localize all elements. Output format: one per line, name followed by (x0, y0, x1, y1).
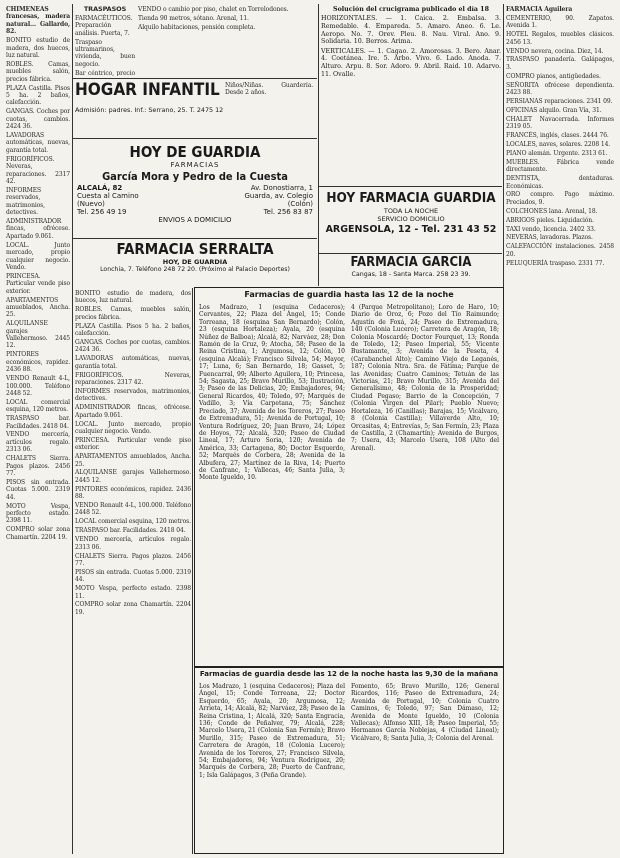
list-item: PISOS sin entrada. Cuotas 5.000. 2319 44. (75, 568, 191, 584)
list-item: FRIGORÍFICOS. Neveras, reparaciones. 2317 42. (75, 371, 191, 386)
list-item: ROBLES. Camas, muebles salón, precios fábrica. (6, 60, 70, 83)
list-item: ADMINISTRADOR fincas, ofrécese. Apartado 9.061. (6, 217, 70, 240)
list-item: OFICINAS alquilo. Gran Vía, 31. (506, 106, 602, 114)
list-item: COMPRO pianos, antigüedades. (506, 72, 601, 80)
list-item: COMPRO solar zona Chamartín. 2204 19. (6, 526, 70, 541)
farmacia-garcia-ad (321, 255, 501, 285)
sales-column (138, 6, 316, 76)
list-item: LOCAL comercial esquina, 120 metros. (75, 518, 191, 526)
late-col-1: Los Madrazo, 1 (esquina Cedaceros); Plaza del Ángel, 15; Conde Torreana, 22; Doctor Esquerdo, 65; Ayala, 20; Argumosa, 12; Arrieta, 14; Alcalá, 82; Narváez, 28; Paseo de la Reina Cristina, 1; Alcalá, 320; Santa Engracia, 136; Conde de Peñalver, 79; Alcalá, 228; Marcelo Usera, 21 (Colonia San Fermín); Bravo Murillo, 315; Paseo de Extremadura, 51; Carretera de Aragón, 18 (Colonia Lucero); Avenida de los Toreros, 27; Francisco Silvela, 54; Embajadores, 94; Ventura Rodríguez, 20; Marqués de Corbera, 28; Puerto de Canfranc, 1; Isla Galápagos, 3 (Peña Grande). (199, 683, 345, 779)
address-line: Guarda, av. Colegio (244, 192, 313, 200)
farmacia-garcia-title: FARMACIA GARCÍA (350, 255, 472, 270)
list-item: LOCAL. Junto mercado, propio cualquier negocio. Vendo. (75, 420, 191, 435)
left-classifieds-column (6, 6, 70, 852)
list-item: PRINCESA. Particular vende piso exterior. (6, 272, 70, 295)
hogar-sub: Niños/Niñas. Guardería. Desde 2 años. (225, 82, 313, 97)
list-item: NEVERAS, lavadoras. Plazos. (506, 234, 593, 242)
list-item: CEMENTERIO, 90. Zapatos. Avenida 1. (506, 14, 614, 30)
list-item: FARMACÉUTICOS. Preparación análisis. Puerta, 7. (75, 14, 133, 37)
list-item: PERSIANAS reparaciones. 2341 09. (506, 97, 613, 105)
divider (73, 238, 317, 239)
hogar-title: HOGAR INFANTIL (75, 80, 220, 100)
right-classifieds-column (506, 6, 614, 852)
list-item: ALQUILANSE garajes Vallehermoso. 2445 12. (6, 320, 70, 350)
guardia-names: García Mora y Pedro de la Cuesta (102, 170, 288, 183)
crossword-verticales: VERTICALES. — 1. Cagao. 2. Amorosas. 3. Bero. Anar. 4. Coetánea. Ire. 5. Arbo. Vivo. 6. Lado. Anoda. 7. Alturo. Arpu. 8. Sor. Adoro. 9. Abril. Raid. 10. Adarvo. 11. Ovalle. (321, 47, 501, 78)
list-item: LOCALES, naves, solares. 2208 14. (506, 141, 611, 148)
list-item: PINTORES económicos, rapidez. 2436 88. (75, 485, 191, 501)
column-divider (318, 4, 319, 286)
address-line: Cuesta al Camino (77, 192, 139, 200)
farmacia-garcia-line: Cangas, 18 - Santa Marca. 258 23 39. (351, 271, 471, 278)
list-item: COLCHONES lana. Arenal, 18. (506, 207, 598, 215)
list-item: Bar céntrico, precio (75, 69, 135, 76)
list-item: PRINCESA. Particular vende piso exterior. (75, 436, 191, 452)
late-night-pharmacies-box (194, 667, 504, 854)
list-item: VENDO mercería, artículos regalo. 2313 06. (6, 431, 70, 454)
list-item: ADMINISTRADOR fincas, ofrécese. Apartado 9.061. (75, 404, 191, 419)
hogar-line: Admisión: padres. Inf.: Serrano, 25. T. 2475 12 (75, 106, 224, 114)
late-col-2: Fomento, 65; Bravo Murillo, 126; General Ricardos, 116; Paseo de Extremadura, 24; Avenida de Portugal, 10; Colonia Cuatro Caminos, 6; Toledo, 97; San Dámaso, 12; Avenida de Monte Igueldo, 10 (Colonia Vallecas); Alfonso XIII, 18; Paseo Imperial, 55; Hermanos García Noblejas, 4 (Ciudad Lineal); Vicálvaro, 8; Santa Julia, 3; Colonia del Arenal. (351, 683, 499, 742)
list-item: INFORMES reservados, matrimonios, detectives. (6, 186, 45, 217)
column-divider (72, 4, 73, 854)
list-item: INFORMES reservados, matrimonios, detectives. (75, 387, 191, 403)
list-item: APARTAMENTOS amueblados, Ancha. 25. (6, 296, 70, 319)
list-item: TRASPASO bar. Facilidades. 2418 04. (6, 415, 70, 430)
list-item: ABRIGOS pieles. Liquidación. (506, 216, 594, 224)
address-line: (Nuevo) (77, 200, 105, 208)
list-item: VENDO Renault 4-L, 100.000. Teléfono 2448 52. (6, 375, 70, 397)
crossword-head: Solución del crucigrama publicado el día 18 (333, 6, 489, 13)
crossword-horizontales: HORIZONTALES. — 1. Caica. 2. Embalsa. 3. Remedable. 4. Empareda. 5. Amaro. Aneo. 6. Le. Aeropo. No. 7. Orev. Pleu. 8. Nau. Viral. Ano. 9. Solidaria. 10. Berros. Arima. (321, 15, 501, 46)
serralta-title: FARMACIA SERRALTA (116, 241, 274, 258)
list-item: PELUQUERÍA traspaso. 2331 77. (506, 259, 605, 267)
guardia-right-address (244, 184, 313, 216)
list-item: HOTEL Regalos, muebles clásicos. 2456 13. (506, 31, 614, 46)
list-item: DENTISTA, dentaduras. Económicas. (506, 175, 614, 190)
list-item: LOCAL comercial esquina, 120 metros. (6, 398, 70, 414)
list-item: FRIGORÍFICOS. Neveras, reparaciones. 2317 42. (6, 155, 70, 185)
hoy-farmacia-sub: TODA LA NOCHE (383, 207, 439, 215)
traspasos-head: TRASPASOS (83, 6, 127, 13)
list-item: LOCAL. Junto mercado, propio cualquier negocio. Vendo. (6, 241, 70, 271)
list-item: GANGAS. Coches por cuotas, cambios. 2424 36. (6, 108, 70, 131)
list-item: PLAZA Castilla. Pisos 5 ha. 2 baños, calefacción. (75, 322, 191, 338)
farmacia-serralta-ad (75, 241, 315, 287)
list-item: ROBLES. Camas, muebles salón, precios fábrica. (75, 306, 191, 321)
list-item: PLAZA Castilla. Pisos 5 ha. 2 baños, calefacción. (6, 84, 70, 107)
list-item: Traspaso ultramarinos, vivienda, buen negocio. (75, 38, 135, 68)
list-item: Alquilo habitaciones, pensión completa. (138, 23, 256, 31)
list-item: MOTO Vespa, perfecto estado. 2398 11. (75, 585, 191, 600)
hoy-farmacia-address: ARGENSOLA, 12 - Tel. 231 43 52 (325, 224, 497, 235)
traspasos-column (75, 6, 135, 76)
list-item: TRASPASO bar. Facilidades. 2418 04. (75, 527, 186, 535)
list-item: ORO compro. Pago máximo. Preciados, 9. (506, 191, 614, 206)
list-item: LAVADORAS automáticas, nuevas, garantía total. (6, 132, 70, 154)
list-item: PINTORES económicos, rapidez. 2436 88. (6, 351, 70, 374)
list-item: TRASPASO panadería. Galápagos, 3. (506, 56, 614, 71)
hoy-farmacia-sub2: SERVICIO DOMICILIO (377, 215, 445, 223)
crossword-solution (321, 6, 501, 146)
list-item: SEÑORITA ofrécese dependienta. 2423 88. (506, 81, 614, 97)
list-item: CHALETS Sierra. Pagos plazos. 2456 77. (6, 455, 70, 477)
column-divider (192, 288, 193, 854)
list-item: TAXI vendo, licencia. 2402 33. (506, 225, 596, 233)
divider (319, 186, 502, 187)
address-line: Av. Donostiarra, 1 (250, 184, 313, 192)
hoy-farmacia-title: HOY FARMACIA GUARDIA (326, 190, 496, 206)
list-item: BONITO estudio de madera, dos huecos, luz natural. (75, 290, 191, 305)
hoy-de-guardia-box (75, 140, 315, 236)
phone-line: Tel. 256 83 87 (263, 208, 313, 216)
guardia-left-address (77, 184, 139, 216)
guardia-title: HOY DE GUARDIA (129, 143, 261, 161)
hogar-infantil-ad (75, 80, 315, 136)
list-item: GANGAS. Coches por cuotas, cambios. 2424 36. (75, 338, 191, 354)
divider (319, 253, 502, 254)
list-item: PIANO alemán. Urgente. 2313 61. (506, 149, 608, 157)
list-item: VENDO Renault 4-L, 100.000. Teléfono 2448 52. (75, 502, 191, 517)
guardia-footer: ENVIOS A DOMICILIO (158, 216, 232, 224)
list-item: FRANCÉS, inglés, clases. 2444 76. (506, 132, 609, 140)
address-line: (Colón) (287, 200, 313, 208)
list-item: CALEFACCIÓN instalaciones. 2458 20. (506, 243, 614, 258)
list-item: PISOS sin entrada. Cuotas 5.000. 2319 44. (6, 478, 70, 501)
left-col-head: CHIMENEAS francesas, madera natural... Gallardo, 82. (6, 6, 70, 36)
list-item: MUEBLES. Fábrica vende directamente. (506, 158, 614, 174)
right-col-head: FARMACIA Aguilera (506, 6, 573, 13)
phone-line: Tel. 256 49 19 (77, 208, 127, 216)
divider (73, 78, 317, 79)
list-item: MOTO Vespa, perfecto estado. 2398 11. (6, 502, 70, 525)
night-pharmacies-title: Farmacias de guardia hasta las 12 de la noche (244, 290, 454, 299)
list-item: BONITO estudio de madera, dos huecos, luz natural. (6, 37, 70, 59)
divider (73, 138, 317, 139)
address-line: ALCALÁ, 82 (77, 184, 123, 192)
night-col-1: Los Madrazo, 1 (esquina Cedaceros); Cervantes, 22; Plaza del Ángel, 15; Conde Torreana, 18 (esquina San Bernardo); Colón, 23 (esquina Hortaleza); Ayala, 20 (esquina Núñez de Balboa); Alcalá, 82; Narváez, 28; Don Ramón de la Cruz, 9; Atocha, 58; Paseo de la Reina Cristina, 1; Argumosa, 12; Colón, 10 (esquina Alcalá); Francisco Silvela, 54; Mayor, 17; Luna, 6; San Bernardo, 18; Gasset, 5; Fuencarral, 99; Alberto Aguilera, 10; Princesa, 54; Sagasta, 25; Bravo Murillo, 53; Ilustración, 3; Paseo de las Delicias, 20; Embajadores, 94; General Ricardos, 40; Toledo, 97; Marqués de Vadillo, 3; Vía Carpetana, 75; Sánchez Preciado, 37; Avenida de los Toreros, 27; Paseo de Extremadura, 51; Avenida de Portugal, 10; Ventura Rodríguez, 20; Juan Bravo, 24; López de Hoyos, 72; Alcalá, 320; Paseo de Ciudad Lineal, 17; Arturo Soria, 120; Avenida de América, 33; Cartagena, 80; Doctor Esquerdo, 52; Marqués de Corbera, 28; Avenida de la Albufera, 27; Martínez de la Riva, 14; Puerto de Canfranc, 1; Vallecas, 46; Santa Julia, 3; Monte Igueldo, 10. (199, 304, 345, 482)
night-pharmacies-box (194, 287, 504, 667)
list-item: APARTAMENTOS amueblados, Ancha. 25. (75, 453, 191, 468)
list-item: VENDO nevera, cocina. Diez, 14. (506, 47, 604, 55)
list-item: VENDO mercería, artículos regalo. 2313 06. (75, 536, 191, 551)
late-pharmacies-title: Farmacias de guardia desde las 12 de la noche hasta las 9,30 de la mañana (199, 670, 499, 678)
night-col-2: 4 (Parque Metropolitano); Loro de Haro, 10; Diario de Oroz, 6; Pozo del Tío Raimundo; Agustín de Foxá, 24; Paseo de Extremadura, 140 (Colonia Lucero); Carretera de Aragón, 18; Colonia Moscardó; Doctor Fourquet, 13; Ronda de Toledo, 12; Paseo Imperial, 55; Vicente Bustamante, 3; Avenida de la Peseta, 4 (Carabanchel Alto); Camino Viejo de Leganés, 187; Colonia Ntra. Sra. de Fátima; Parque de las Avenidas; Cuatro Caminos; Tetuán de las Victorias, 21; Bravo Murillo, 315; Avenida del Generalísimo, 48; Colonia de la Prosperidad; Ciudad Pegaso; Barrio de la Concepción, 7 (Colonia Virgen del Pilar); Pueblo Nuevo; Hortaleza, 16 (Canillas); Barajas, 15; Vicálvaro, 8 (Colonia Castilla); Villaverde Alto, 10; Orcasitas, 4; Entrevías, 5; San Fermín, 23; Plaza de Castilla, 2 (Chamartín); Avenida de Burgos, 7; Usera, 43; Marcelo Usera, 108 (Alto del Arenal). (351, 304, 499, 452)
list-item: VENDO o cambio por piso, chalet en Torrelodones. (138, 6, 289, 13)
list-item: COMPRO solar zona Chamartín. 2204 19. (75, 601, 191, 616)
list-item: Tienda 90 metros, sótano. Arenal, 11. (138, 14, 249, 22)
middle-left-classifieds (75, 290, 191, 852)
list-item: CHALET Navacerrada. Informes 2319 05. (506, 115, 614, 131)
serralta-sub: HOY, DE GUARDIA (162, 258, 228, 266)
list-item: LAVADORAS automáticas, nuevas, garantía total. (75, 355, 191, 370)
guardia-sub: FARMACIAS (170, 161, 220, 169)
list-item: CHALETS Sierra. Pagos plazos. 2456 77. (75, 552, 191, 567)
hoy-farmacia-guardia-ad (321, 190, 501, 252)
list-item: ALQUILANSE garajes Vallehermoso. 2445 12. (75, 469, 191, 484)
serralta-line: Lonchia, 7. Teléfono 248 72 20. (Próximo al Palacio Deportes) (100, 266, 290, 273)
